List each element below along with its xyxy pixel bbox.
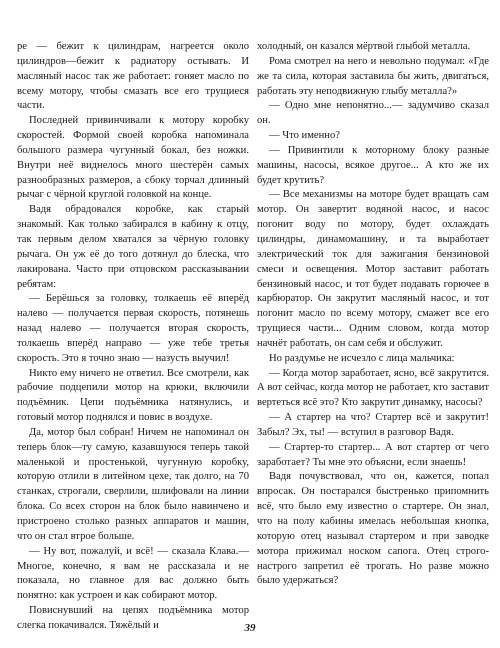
paragraph: Но раздумье не исчезло с лица мальчика: [269, 352, 455, 364]
paragraph: — Когда мотор заработает, ясно, всё закрутится. А вот сейчас, когда мотор не работает, кто заставит вертеться всё это? Кто закрутит динамку, насосы? [257, 367, 489, 409]
paragraph: Рома смотрел на него и невольно подумал: «Где же та сила, которая заставила бы жить, двигаться, работать эту неподвижную глыбу металла?» [257, 55, 489, 97]
paragraph: холодный, он казался мёртвой глыбой металла. [257, 41, 471, 52]
paragraph: Вадя почувствовал, что он, кажется, попал впросак. Он постарался быстренько припомнить всё, что было ему известно о стартере. Он знал, что на полу кабины имелась небольшая кнопка, которую отец называл стартером и при заводке мотора прижимал носком сапога. Отец строго-настрого запретил её трогать. Но разве можно было удержаться? [257, 471, 489, 587]
paragraph: Никто ему ничего не ответил. Все смотрели, как рабочие подцепили мотор на крюки, включили подъёмник. Цепи подъёмника натянулись, и готовый мотор поднялся и повис в воздухе. [17, 367, 249, 424]
paragraph: — Что именно? [269, 130, 340, 142]
paragraph: — А стартер на что? Стартер всё и закрутит! Забыл? Эх, ты! — вступил в разговор Вадя. [257, 412, 489, 438]
left-column [17, 40, 249, 634]
paragraph: — Берёшься за головку, толкаешь её вперёд налево — получается первая скорость, потянешь назад налево — получается вторая скорость, толкаешь вперёд направо — уже тебе третья скорость. Это я точно знаю — назусть выучил! [17, 293, 249, 364]
paragraph: — Все механизмы на моторе будет вращать сам мотор. Он завертит водяной насос, и насос погонит воду по мотору, будет охлаждать цилиндры, динамомашину, и та выработает электрический ток для зажигания бензиновой смеси и освещения. Мотор заставит работать бензиновый насос, и тот будет подавать горючее в карбюратор. Он закрутит масляный насос, и тот погонит масло по всему мотору, смажет все его трущиеся части... Одним словом, когда мотор начнёт работать, он сам себя и обслужит. [257, 189, 489, 349]
right-column [257, 40, 489, 589]
paragraph: Повиснувший на цепях подъёмника мотор слегка покачивался. Тяжёлый и [17, 605, 249, 631]
paragraph: ре — бежит к цилиндрам, нагреется около цилиндров—бежит к радиатору остывать. И масляный насос так же работает: гоняет масло по всему мотору, чтобы смазать все его трущиеся части. [17, 41, 249, 112]
paragraph: Вадя обрадовался коробке, как старый знакомый. Как только забирался в кабину к отцу, так первым делом хватался за чёрную головку рычага. Он уж её до того дотянул до блеска, что лакирована. Часто при отцовском рассказывании ребятам: [17, 204, 249, 290]
paragraph: — Стартер-то стартер... А вот стартер от чего заработает? Ты мне это объясни, если знаешь! [257, 441, 489, 468]
paragraph: — Одно мне непонятно...— задумчиво сказал он. [257, 100, 489, 127]
page-number: 39 [244, 622, 256, 634]
paragraph: Да, мотор был собран! Ничем не напоминал он теперь блок—ту самую, казавшуюся теперь такой маленькой и простенькой, чугунную коробку, которую отлили в литейном цехе, так долго, на 70 станках, строгали, сверлили, шлифовали на линии блока. Со всех сторон на блок было навинчено и пристроено столько разных аппаратов и машин, что он стал втрое больше. [17, 426, 249, 542]
paragraph: — Ну вот, пожалуй, и всё! — сказала Клава.— Многое, конечно, я вам не рассказала и не показала, но главное для вас должно быть понятно: как устроен и как собирают мотор. [17, 545, 249, 602]
paragraph: — Привинтили к моторному блоку разные машины, насосы, всякое другое... А кто же их будет крутить? [257, 144, 489, 186]
paragraph: Последней привинчивали к мотору коробку скоростей. Формой своей коробка напоминала большого размера чугунный бокал, без ножки. Внутри неё виднелось много шестерён самых разнообразных размеров, а сбоку торчал длинный рычаг с чёрной круглой головкой на конце. [17, 115, 249, 201]
